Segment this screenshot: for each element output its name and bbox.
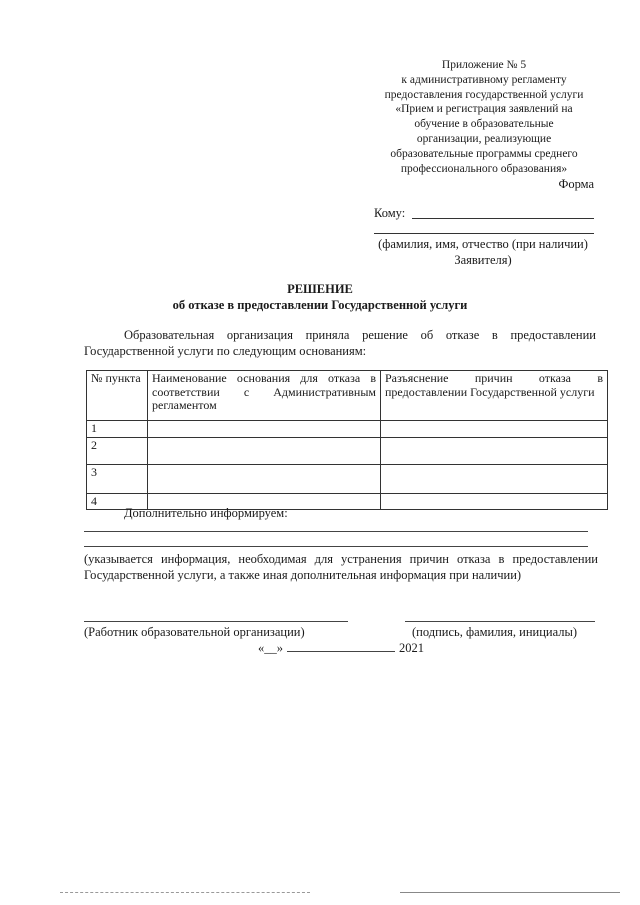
header-explanation: Разъяснение причин отказа в предоставлении Государственной услуги <box>381 371 608 421</box>
ground-cell[interactable] <box>148 421 381 438</box>
explanation-cell[interactable] <box>381 493 608 510</box>
signature-line[interactable] <box>405 621 595 622</box>
additional-info-line[interactable] <box>84 546 588 547</box>
row-number: 1 <box>87 421 148 438</box>
row-number: 2 <box>87 437 148 464</box>
additional-info-hint: (указывается информация, необходимая для устранения причин отказа в предоставлении Государственной услуги, а также иная дополнительная информация при наличии) <box>84 552 598 582</box>
intro-paragraph: Образовательная организация приняла решение об отказе в предоставлении Государственной услуги по следующим основаниям: <box>84 328 596 358</box>
header-ground: Наименование основания для отказа в соответствии с Административным регламентом <box>148 371 381 421</box>
appendix-line: организации, реализующие <box>416 132 552 145</box>
komu-label: Кому: <box>374 206 406 220</box>
explanation-cell[interactable] <box>381 437 608 464</box>
table-header-row <box>87 371 608 421</box>
employee-line[interactable] <box>84 621 348 622</box>
appendix-line: обучение в образовательные <box>414 118 554 131</box>
appendix-line: профессионального образования» <box>400 162 568 175</box>
additional-info-line[interactable] <box>84 531 588 532</box>
appendix-line: «Прием и регистрация заявлений на <box>395 103 573 116</box>
appendix-line: к административному регламенту <box>401 73 567 86</box>
date-month-field[interactable] <box>287 651 395 652</box>
additional-info-label: Дополнительно информируем: <box>124 506 288 520</box>
document-subtitle: об отказе в предоставлении Государственной услуги <box>172 298 468 312</box>
date-line <box>258 641 424 656</box>
document-title: РЕШЕНИЕ <box>287 282 353 296</box>
explanation-cell[interactable] <box>381 421 608 438</box>
appendix-line: Приложение № 5 <box>441 59 527 71</box>
employee-hint: (Работник образовательной организации) <box>84 625 305 639</box>
date-year: 2021 <box>399 641 424 655</box>
scan-artifact <box>60 891 310 893</box>
table-row <box>87 437 608 464</box>
grounds-table <box>86 370 608 510</box>
scan-artifact <box>400 891 620 893</box>
ground-cell[interactable] <box>148 464 381 493</box>
fio-hint: (фамилия, имя, отчество (при наличии) Заявителя) <box>378 237 588 267</box>
form-label: Форма <box>558 177 594 191</box>
appendix-line: предоставления государственной услуги <box>384 88 584 101</box>
table-row <box>87 421 608 438</box>
row-number: 4 <box>87 493 148 510</box>
ground-cell[interactable] <box>148 437 381 464</box>
addressee-field[interactable] <box>412 218 594 219</box>
row-number: 3 <box>87 464 148 493</box>
signature-hint: (подпись, фамилия, инициалы) <box>412 625 578 639</box>
addressee-field-line2[interactable] <box>374 233 594 234</box>
date-day: «__» <box>258 641 283 655</box>
appendix-line: образовательные программы среднего <box>390 147 578 160</box>
header-number: № пункта <box>87 371 148 421</box>
appendix-block <box>360 58 608 176</box>
explanation-cell[interactable] <box>381 464 608 493</box>
table-row <box>87 464 608 493</box>
